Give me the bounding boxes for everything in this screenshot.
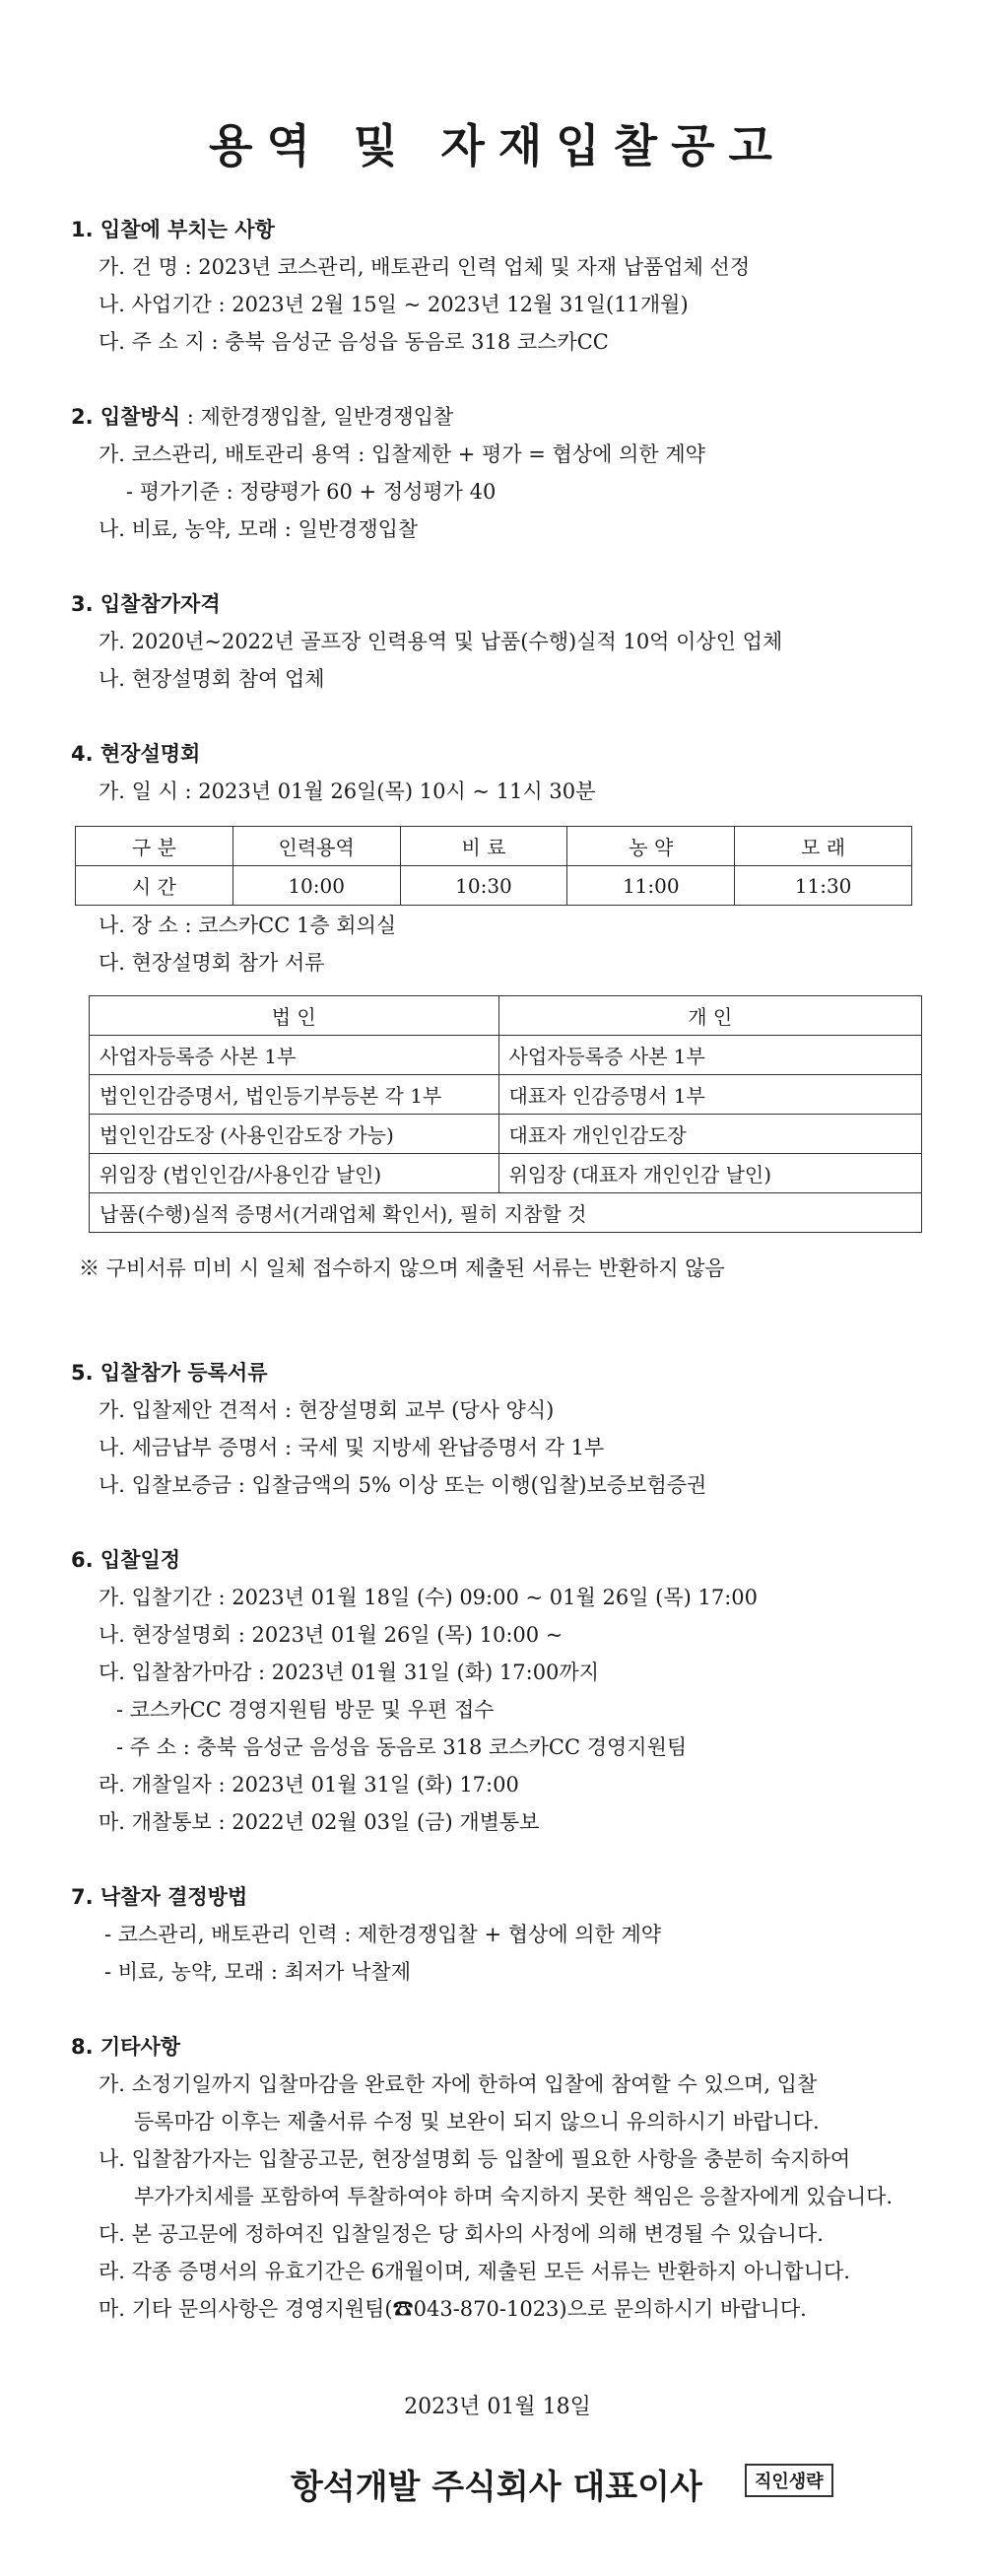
table-cell: 구 분 xyxy=(76,827,233,866)
table-cell: 위임장 (법인인감/사용인감 날인) xyxy=(90,1154,499,1193)
s4-date-line: 가. 일 시 : 2023년 01월 26일(목) 10시 ~ 11시 30분 xyxy=(99,780,596,803)
s6-item-deadline: 다. 입찰참가마감 : 2023년 01월 31일 (화) 17:00까지 xyxy=(99,1661,599,1684)
s8-item-e: 마. 기타 문의사항은 경영지원팀(☎043-870-1023)으로 문의하시기 바랍니다. xyxy=(99,2297,807,2321)
table-row xyxy=(76,866,912,906)
section-2-heading-detail: : 제한경쟁입찰, 일반경쟁입찰 xyxy=(180,405,454,429)
s8-item-a-cont: 등록마감 이후는 제출서류 수정 및 보완이 되지 않으니 유의하시기 바랍니다. xyxy=(134,2110,820,2134)
table-cell: 법인인감도장 (사용인감도장 가능) xyxy=(90,1115,499,1154)
table-cell: 사업자등록증 사본 1부 xyxy=(498,1036,922,1075)
s6-item-notice: 마. 개찰통보 : 2022년 02월 03일 (금) 개별통보 xyxy=(99,1810,540,1834)
table-cell: 10:00 xyxy=(232,866,400,906)
section-4-heading: 4. 현장설명회 xyxy=(71,742,201,766)
s5-item-quote: 가. 입찰제안 견적서 : 현장설명회 교부 (당사 양식) xyxy=(99,1398,555,1422)
section-2-heading-line xyxy=(71,402,453,432)
table-row xyxy=(90,1154,922,1193)
table-cell: 10:30 xyxy=(400,866,567,906)
table-cell: 대표자 인감증명서 1부 xyxy=(498,1075,922,1115)
table-cell: 개 인 xyxy=(498,996,922,1036)
table-row xyxy=(90,1075,922,1115)
s1-item-address: 다. 주 소 지 : 충북 음성군 음성읍 동음로 318 코스카CC xyxy=(99,330,609,354)
s4-docs-line: 다. 현장설명회 참가 서류 xyxy=(99,951,325,975)
table-cell: 11:30 xyxy=(735,866,912,906)
s6-item-submission: - 코스카CC 경영지원팀 방문 및 우편 접수 xyxy=(116,1698,495,1722)
table-cell: 위임장 (대표자 개인인감 날인) xyxy=(498,1154,922,1193)
s6-item-briefing: 나. 현장설명회 : 2023년 01월 26일 (목) 10:00 ~ xyxy=(99,1623,564,1647)
section-7-heading: 7. 낙찰자 결정방법 xyxy=(71,1885,248,1909)
s5-item-tax: 나. 세금납부 증명서 : 국세 및 지방세 완납증명서 각 1부 xyxy=(99,1436,605,1459)
table-cell: 납품(수행)실적 증명서(거래업체 확인서), 필히 지참할 것 xyxy=(90,1193,922,1233)
section-3-heading: 3. 입찰참가자격 xyxy=(71,592,221,616)
page-title: 용역 및 자재입찰공고 xyxy=(209,119,786,172)
s6-item-opening: 라. 개찰일자 : 2023년 01월 31일 (화) 17:00 xyxy=(99,1773,519,1796)
table-header-row xyxy=(76,827,912,866)
section-2-heading: 2. 입찰방식 xyxy=(71,405,181,429)
s3-item-briefing: 나. 현장설명회 참여 업체 xyxy=(99,667,325,691)
s2-item-materials: 나. 비료, 농약, 모래 : 일반경쟁입찰 xyxy=(99,517,419,541)
s8-item-c: 다. 본 공고문에 정하여진 입찰일정은 당 회사의 사정에 의해 변경될 수 있습니다. xyxy=(99,2222,824,2246)
s4-place-line: 나. 장 소 : 코스카CC 1층 회의실 xyxy=(99,914,397,937)
s6-item-address: - 주 소 : 충북 음성군 음성읍 동음로 318 코스카CC 경영지원팀 xyxy=(116,1735,688,1759)
announcement-date: 2023년 01월 18일 xyxy=(404,2395,591,2419)
table-header-row xyxy=(90,996,922,1036)
table-cell: 비 료 xyxy=(400,827,567,866)
s8-item-b-cont: 부가가치세를 포함하여 투찰하여야 하며 숙지하지 못한 책임은 응찰자에게 있습니다. xyxy=(134,2185,894,2208)
s6-item-period: 가. 입찰기간 : 2023년 01월 18일 (수) 09:00 ~ 01월 26일 (목) 17:00 xyxy=(99,1586,759,1609)
s8-item-d: 라. 각종 증명서의 유효기간은 6개월이며, 제출된 모든 서류는 반환하지 아니합니다. xyxy=(99,2260,850,2283)
seal-omitted-box: 직인생략 xyxy=(745,2464,833,2497)
s8-item-b: 나. 입찰참가자는 입찰공고문, 현장설명회 등 입찰에 필요한 사항을 충분히 숙지하여 xyxy=(99,2147,851,2171)
table-cell: 법인인감증명서, 법인등기부등본 각 1부 xyxy=(90,1075,499,1115)
s1-item-project-name: 가. 건 명 : 2023년 코스관리, 배토관리 인력 업체 및 자재 납품업체 선정 xyxy=(99,255,751,279)
briefing-schedule-table xyxy=(75,826,912,906)
table-cell: 인력용역 xyxy=(232,827,400,866)
s3-item-record: 가. 2020년~2022년 골프장 인력용역 및 납품(수행)실적 10억 이상인 업체 xyxy=(99,630,783,653)
table-cell: 대표자 개인인감도장 xyxy=(498,1115,922,1154)
table-cell: 사업자등록증 사본 1부 xyxy=(90,1036,499,1075)
table-cell: 농 약 xyxy=(567,827,735,866)
table-row xyxy=(90,1115,922,1154)
table-cell: 법 인 xyxy=(90,996,499,1036)
s7-item-labor: - 코스관리, 배토관리 인력 : 제한경쟁입찰 + 협상에 의한 계약 xyxy=(104,1923,662,1946)
briefing-documents-table xyxy=(89,995,922,1233)
section-1-heading: 1. 입찰에 부치는 사항 xyxy=(71,218,275,241)
s2-item-course-contract: 가. 코스관리, 배토관리 용역 : 입찰제한 + 평가 = 협상에 의한 계약 xyxy=(99,442,705,466)
table-row xyxy=(90,1036,922,1075)
s1-item-period: 나. 사업기간 : 2023년 2월 15일 ~ 2023년 12월 31일(11개월) xyxy=(99,293,689,316)
table-cell: 모 래 xyxy=(735,827,912,866)
table-cell: 시 간 xyxy=(76,866,233,906)
table-row xyxy=(90,1193,922,1233)
s2-item-criteria: - 평가기준 : 정량평가 60 + 정성평가 40 xyxy=(126,480,497,504)
table-cell: 11:00 xyxy=(567,866,735,906)
section-8-heading: 8. 기타사항 xyxy=(71,2035,181,2059)
s7-item-materials: - 비료, 농약, 모래 : 최저가 낙찰제 xyxy=(104,1960,412,1984)
s5-item-deposit: 나. 입찰보증금 : 입찰금액의 5% 이상 또는 이행(입찰)보증보험증권 xyxy=(99,1473,707,1497)
signer-name: 항석개발 주식회사 대표이사 xyxy=(291,2468,702,2507)
s8-item-a: 가. 소정기일까지 입찰마감을 완료한 자에 한하여 입찰에 참여할 수 있으며, 입찰 xyxy=(99,2072,818,2096)
section-6-heading: 6. 입찰일정 xyxy=(71,1548,181,1572)
s4-note: ※ 구비서류 미비 시 일체 접수하지 않으며 제출된 서류는 반환하지 않음 xyxy=(79,1256,725,1280)
section-5-heading: 5. 입찰참가 등록서류 xyxy=(71,1361,268,1385)
